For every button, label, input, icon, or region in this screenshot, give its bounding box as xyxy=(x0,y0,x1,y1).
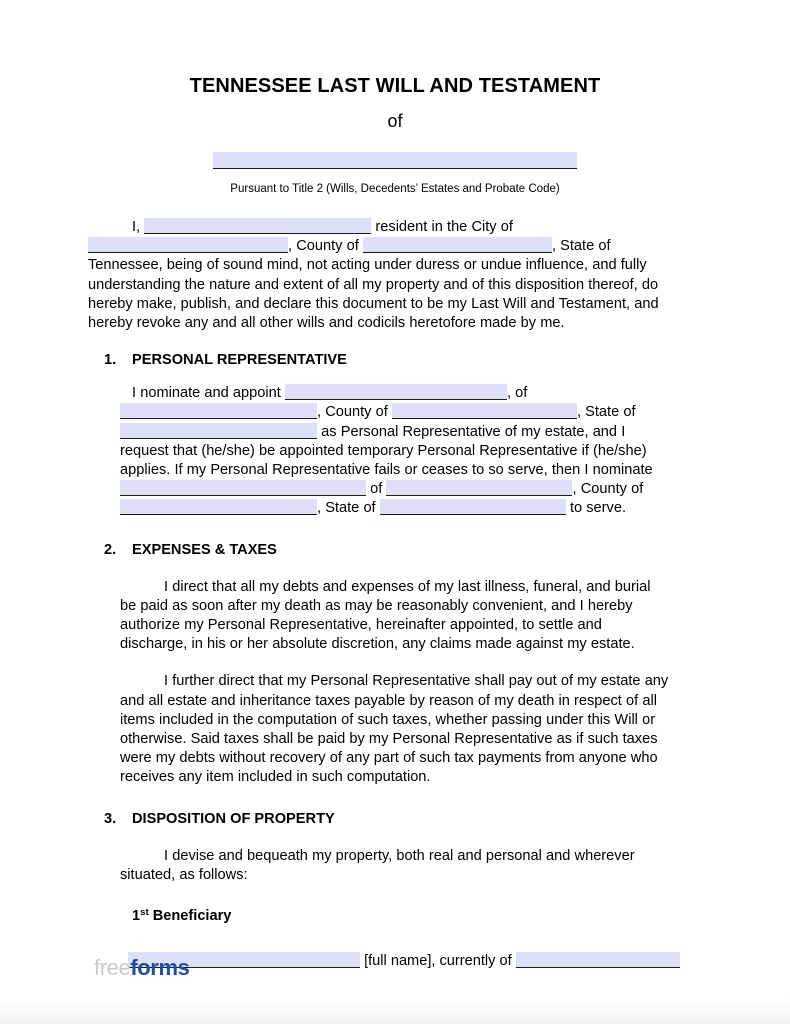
section-1-number: 1. xyxy=(104,352,117,369)
section-2-body xyxy=(88,578,670,788)
title-of-label: of xyxy=(387,111,403,131)
section-1-body xyxy=(88,384,670,518)
pr-line3-tail: as Personal Representative of my estate, and I xyxy=(321,423,626,440)
pr-name-blank[interactable] xyxy=(285,384,507,400)
pr-line7-tail: to serve. xyxy=(569,500,627,517)
section-3-title: DISPOSITION OF PROPERTY xyxy=(132,810,335,827)
page-bottom-fade xyxy=(0,998,790,1024)
beneficiary-name-tail: [full name], currently of xyxy=(364,953,512,970)
beneficiary-ordinal-suffix: st xyxy=(140,907,149,919)
pr-line2-tail: , State of xyxy=(576,404,636,421)
pr-county-blank[interactable] xyxy=(392,403,577,419)
pr-line6-tail: , County of xyxy=(572,481,644,498)
pr-alt-county-blank[interactable] xyxy=(120,499,317,515)
preamble-name-blank[interactable] xyxy=(144,218,371,234)
pr-alt-city-blank[interactable] xyxy=(386,480,572,496)
expenses-paragraph-2: I further direct that my Personal Representative shall pay out of my estate any and all estate and inheritance taxes payable by reason of my death in respect of all items included in the computation of such taxes, whether passing under this Will or otherwise. Said taxes shall be paid by my Personal Representative as if such taxes were my debts without recovery of any part of such tax payments from anyone who receives any item included in such computation. xyxy=(120,673,669,786)
document-subtitle: Pursuant to Title 2 (Wills, Decedents’ Estates and Probate Code) xyxy=(230,183,560,195)
section-3-number: 3. xyxy=(104,810,117,827)
preamble-county-blank[interactable] xyxy=(363,237,552,253)
section-3-heading xyxy=(88,810,702,829)
freeforms-logo xyxy=(94,955,189,981)
section-1-heading xyxy=(88,351,702,370)
pr-line5: applies. If my Personal Representative fails or ceases to so serve, then I nominate xyxy=(120,462,653,479)
preamble-county-label: , County of xyxy=(288,238,359,255)
page-title: TENNESSEE LAST WILL AND TESTAMENT xyxy=(189,75,601,97)
testator-name-blank[interactable] xyxy=(213,152,577,169)
preamble-i-label: I, xyxy=(132,219,141,235)
disposition-paragraph-1: I devise and bequeath my property, both real and personal and wherever situated, as follows: xyxy=(120,847,635,883)
logo-forms-text: forms xyxy=(130,955,190,980)
pr-state-blank[interactable] xyxy=(120,423,317,439)
pr-line1-lead: I nominate and appoint xyxy=(132,385,281,402)
section-2-title: EXPENSES & TAXES xyxy=(132,541,277,558)
pr-alt-name-blank[interactable] xyxy=(120,480,366,496)
preamble-paragraph xyxy=(88,218,702,333)
expenses-paragraph-1: I direct that all my debts and expenses of my last illness, funeral, and burial be paid as soon after my death as may be reasonably convenient, and I hereby authorize my Personal Representative, hereinafter appointed, to settle and discharge, in his or her absolute discretion, any claims made against my estate. xyxy=(120,578,651,653)
section-2-heading xyxy=(88,541,702,560)
preamble-resident-text: resident in the City of xyxy=(375,219,513,235)
pr-alt-state-blank[interactable] xyxy=(380,499,566,515)
pr-line4: request that (he/she) be appointed temporary Personal Representative if (he/she) xyxy=(120,442,647,459)
section-1-title: PERSONAL REPRESENTATIVE xyxy=(132,352,347,369)
section-3-body xyxy=(88,847,670,885)
personal-representative-paragraph xyxy=(120,384,670,518)
beneficiary-residence-blank[interactable] xyxy=(516,952,680,968)
pr-line6-mid: of xyxy=(370,481,383,498)
pr-line7-mid: , State of xyxy=(317,500,376,517)
section-2-number: 2. xyxy=(104,541,117,558)
pr-line2-mid: , County of xyxy=(317,404,388,421)
document-content xyxy=(88,0,702,971)
pr-city-blank[interactable] xyxy=(120,403,317,419)
preamble-body: Tennessee, being of sound mind, not acting under duress or undue influence, and fully understanding the nature and extent of all my property and of this disposition thereof, do hereby make, publish, and declare this document to be my Last Will and Testament, and hereby revoke any and all other wills and codicils heretofore made by me. xyxy=(88,257,659,332)
testator-name-line xyxy=(213,152,577,169)
preamble-city-blank[interactable] xyxy=(88,237,288,253)
beneficiary-ordinal: 1 xyxy=(132,908,141,925)
logo-free-text: free xyxy=(94,955,131,980)
pr-line1-tail: , of xyxy=(506,385,528,402)
preamble-state-label: , State of xyxy=(551,238,611,255)
beneficiary-label: Beneficiary xyxy=(152,908,232,925)
beneficiary-1-heading xyxy=(88,903,702,926)
